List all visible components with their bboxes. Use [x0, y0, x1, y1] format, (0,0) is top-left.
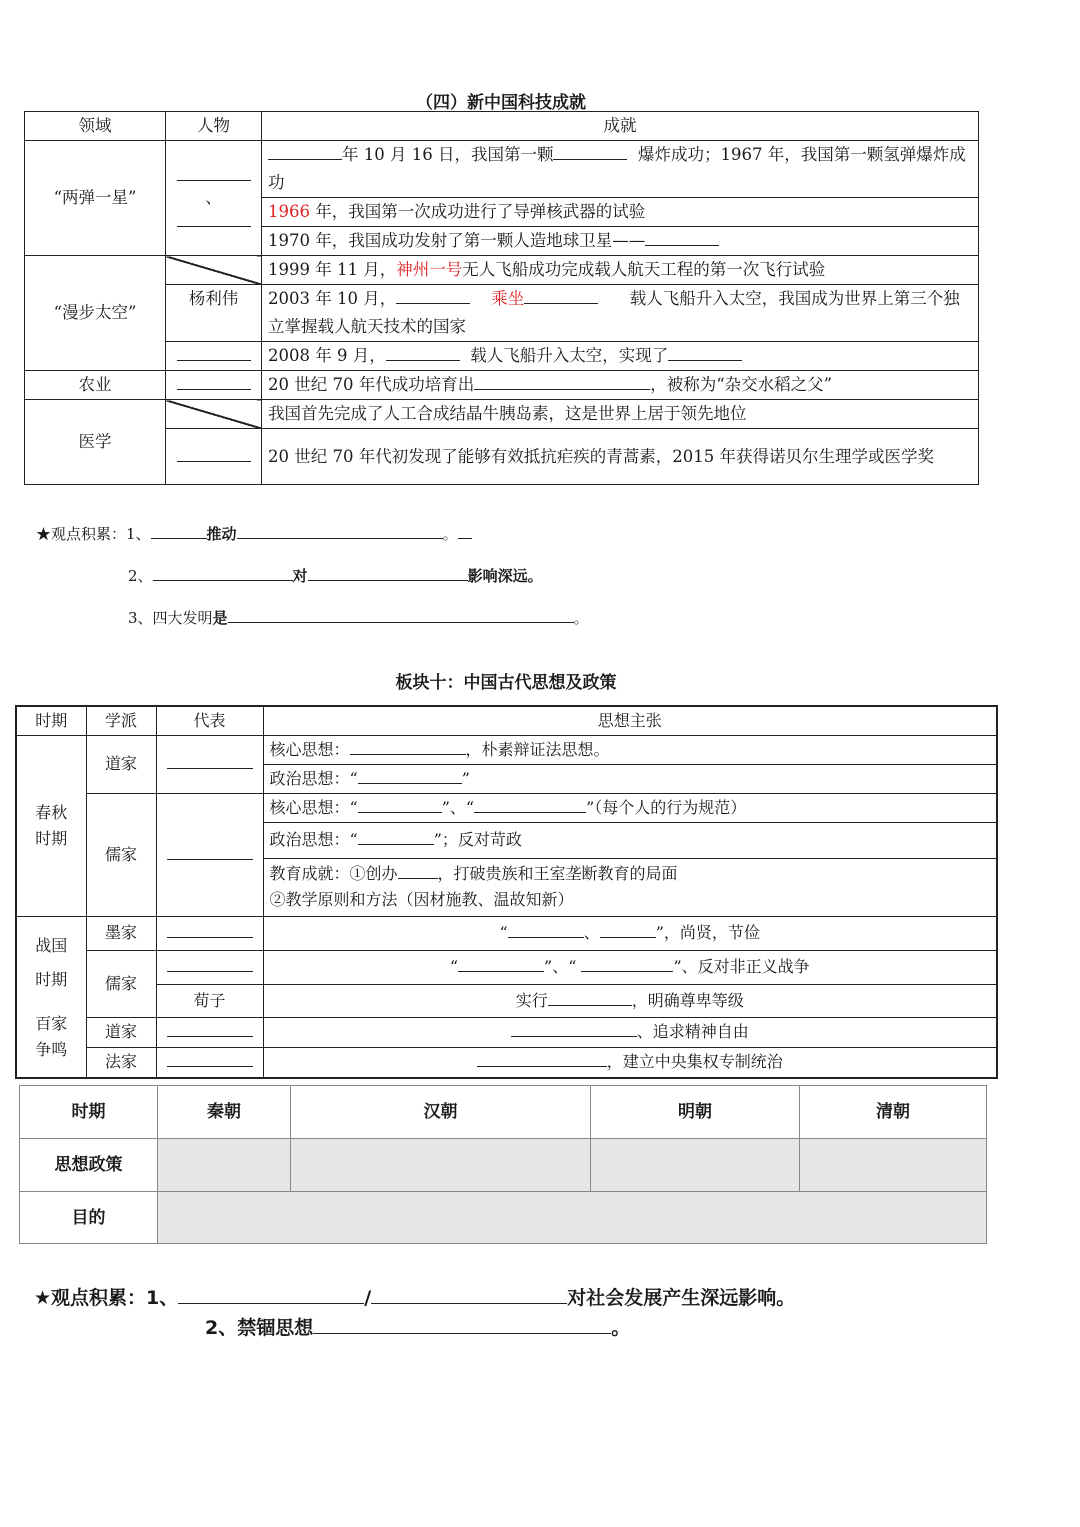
school-ru-zhanguo: 儒家 [86, 950, 156, 1017]
diagonal-cell [166, 256, 262, 285]
idea-text: 、追求精神自由 [263, 1017, 997, 1047]
header-person: 人物 [166, 112, 262, 141]
row-label-policy: 思想政策 [20, 1139, 158, 1192]
blank-field[interactable] [237, 523, 443, 539]
achievement-text: 2008 年 9 月， 载人飞船升入太空，实现了 [262, 342, 979, 371]
table-header-row [25, 112, 979, 141]
table-row [16, 735, 997, 764]
table-row [25, 400, 979, 429]
viewpoint-3: 3、四大发明是 。 [128, 609, 589, 627]
blank-field[interactable] [508, 921, 584, 938]
achievement-text: 1966 年，我国第一次成功进行了导弹核武器的试验 [262, 198, 979, 227]
achievement-text: 2003 年 10 月， 乘坐 载人飞船升入太空，我国成为世界上第三个独立掌握载人航天技术的国家 [262, 285, 979, 342]
field-space: “漫步太空” [25, 256, 166, 371]
table-row [16, 984, 997, 1017]
school-dao: 道家 [86, 735, 156, 793]
viewpoint-4: ★观点积累：1、 / 对社会发展产生深远影响。 [34, 1283, 795, 1310]
achievement-text: 20 世纪 70 年代初发现了能够有效抵抗疟疾的青蒿素，2015 年获得诺贝尔生理学或医学奖 [262, 429, 979, 485]
blank-field[interactable] [474, 373, 650, 391]
underline [458, 523, 472, 539]
separator: 、 [205, 188, 222, 207]
answer-cell[interactable] [591, 1139, 800, 1192]
achievement-text: 我国首先完成了人工合成结晶牛胰岛素，这是世界上居于领先地位 [262, 400, 979, 429]
blank-field[interactable] [228, 607, 574, 623]
blank-field[interactable] [581, 955, 673, 972]
blank-field[interactable] [474, 796, 586, 813]
table-row [16, 916, 997, 950]
table-row [20, 1192, 987, 1244]
table-row [16, 793, 997, 822]
school-ru: 儒家 [86, 793, 156, 916]
field-med: 医学 [25, 400, 166, 485]
blank-field[interactable] [350, 738, 466, 755]
person-blank [166, 371, 262, 400]
idea-text: 政治思想：“ ” [263, 764, 997, 793]
viewpoint-5: 2、禁锢思想 。 [205, 1313, 630, 1340]
header-school: 学派 [86, 706, 156, 735]
rep-blank [156, 735, 263, 793]
blank-field[interactable] [151, 523, 207, 539]
section-title-thought: 板块十：中国古代思想及政策 [395, 673, 617, 693]
rep-blank [156, 1047, 263, 1078]
header-period: 时期 [16, 706, 86, 735]
idea-text: 核心思想： ，朴素辩证法思想。 [263, 735, 997, 764]
table-row [16, 1017, 997, 1047]
table-row [25, 342, 979, 371]
table-row [20, 1139, 987, 1192]
section-title-tech: （四）新中国科技成就 [416, 93, 586, 113]
header-ideas: 思想主张 [263, 706, 997, 735]
blank-field[interactable] [358, 767, 462, 784]
diagonal-cell [166, 400, 262, 429]
answer-cell[interactable] [158, 1192, 987, 1244]
blank-field[interactable] [268, 143, 342, 161]
header-han: 汉朝 [291, 1086, 591, 1139]
header-rep: 代表 [156, 706, 263, 735]
blank-field[interactable] [386, 344, 460, 362]
person-blank [166, 342, 262, 371]
header-qin: 秦朝 [158, 1086, 291, 1139]
blank-field[interactable] [553, 143, 627, 161]
blank-field[interactable] [167, 1050, 253, 1067]
blank-field[interactable] [371, 1284, 567, 1304]
blank-field[interactable] [477, 1050, 607, 1067]
idea-text: 核心思想：“ ”、“ ”（每个人的行为规范） [263, 793, 997, 822]
answer-cell[interactable] [158, 1139, 291, 1192]
school-dao-zhanguo: 道家 [86, 1017, 156, 1047]
table-row [25, 141, 979, 198]
table-row [25, 429, 979, 485]
table-row [16, 1047, 997, 1078]
period-chunqiu: 春秋时期 [16, 735, 86, 916]
table-row [25, 256, 979, 285]
person-blank [166, 429, 262, 485]
idea-text: ，建立中央集权专制统治 [263, 1047, 997, 1078]
blank-field[interactable] [358, 828, 434, 845]
achievement-text: 1970 年，我国成功发射了第一颗人造地球卫星—— [262, 227, 979, 256]
person-blank-pair [166, 141, 262, 256]
blank-field[interactable] [511, 1020, 637, 1037]
field-liangdan: “两弹一星” [25, 141, 166, 256]
table-header-row [20, 1086, 987, 1139]
viewpoint-2: 2、 对 影响深远。 [128, 567, 543, 585]
rep-xunzi: 荀子 [156, 984, 263, 1017]
blank-field[interactable] [548, 989, 632, 1006]
row-label-purpose: 目的 [20, 1192, 158, 1244]
field-agri: 农业 [25, 371, 166, 400]
ancient-thought-table [15, 705, 998, 1079]
table-row [25, 285, 979, 342]
blank-field[interactable] [177, 373, 251, 391]
table-row [25, 371, 979, 400]
rep-blank [156, 1017, 263, 1047]
header-qing: 清朝 [800, 1086, 987, 1139]
header-achievement: 成就 [262, 112, 979, 141]
achievement-text: 年 10 月 16 日，我国第一颗 爆炸成功；1967 年，我国第一颗氢弹爆炸成功 [262, 141, 979, 198]
blank-field[interactable] [167, 921, 253, 938]
idea-text: “ 、 ”，尚贤，节俭 [263, 916, 997, 950]
school-mo: 墨家 [86, 916, 156, 950]
answer-cell[interactable] [291, 1139, 591, 1192]
rep-blank [156, 950, 263, 984]
rep-blank [156, 916, 263, 950]
table-header-row [16, 706, 997, 735]
blank-field[interactable] [167, 843, 253, 860]
blank-field[interactable] [645, 229, 719, 247]
person-yang: 杨利伟 [166, 285, 262, 342]
blank-field[interactable] [167, 1020, 253, 1037]
achievement-text: 20 世纪 70 年代成功培育出 ，被称为“杂交水稻之父” [262, 371, 979, 400]
blank-field[interactable] [396, 287, 470, 305]
blank-field[interactable] [167, 955, 253, 972]
blank-field[interactable] [524, 287, 598, 305]
header-period: 时期 [20, 1086, 158, 1139]
blank-field[interactable] [668, 344, 742, 362]
policy-table [19, 1085, 987, 1244]
blank-field[interactable] [177, 209, 251, 227]
idea-text: 教育成就：①创办 ，打破贵族和王室垄断教育的局面 ②教学原则和方法（因材施教、温故知新） [263, 858, 997, 916]
blank-field[interactable] [313, 1314, 611, 1334]
idea-text: 实行 ，明确尊卑等级 [263, 984, 997, 1017]
viewpoint-1: ★观点积累：1、 推动 。 [36, 523, 472, 544]
achievement-text: 1999 年 11 月，神州一号无人飞船成功完成载人航天工程的第一次飞行试验 [262, 256, 979, 285]
blank-field[interactable] [600, 921, 656, 938]
table-row [16, 950, 997, 984]
blank-field[interactable] [177, 444, 251, 462]
blank-field[interactable] [458, 955, 544, 972]
tech-achievements-table [24, 111, 979, 485]
blank-field[interactable] [398, 862, 438, 879]
answer-cell[interactable] [800, 1139, 987, 1192]
school-fa: 法家 [86, 1047, 156, 1078]
blank-field[interactable] [308, 565, 468, 581]
period-zhanguo: 战国时期 百家争鸣 [16, 916, 86, 1078]
blank-field[interactable] [153, 565, 293, 581]
blank-field[interactable] [177, 164, 251, 182]
header-ming: 明朝 [591, 1086, 800, 1139]
idea-text: “ ”、“ ”、反对非正义战争 [263, 950, 997, 984]
rep-blank [156, 793, 263, 916]
header-field: 领域 [25, 112, 166, 141]
blank-field[interactable] [178, 1284, 364, 1304]
blank-field[interactable] [177, 344, 251, 362]
blank-field[interactable] [167, 752, 253, 769]
idea-text: 政治思想：“ ”；反对苛政 [263, 822, 997, 858]
blank-field[interactable] [358, 796, 442, 813]
